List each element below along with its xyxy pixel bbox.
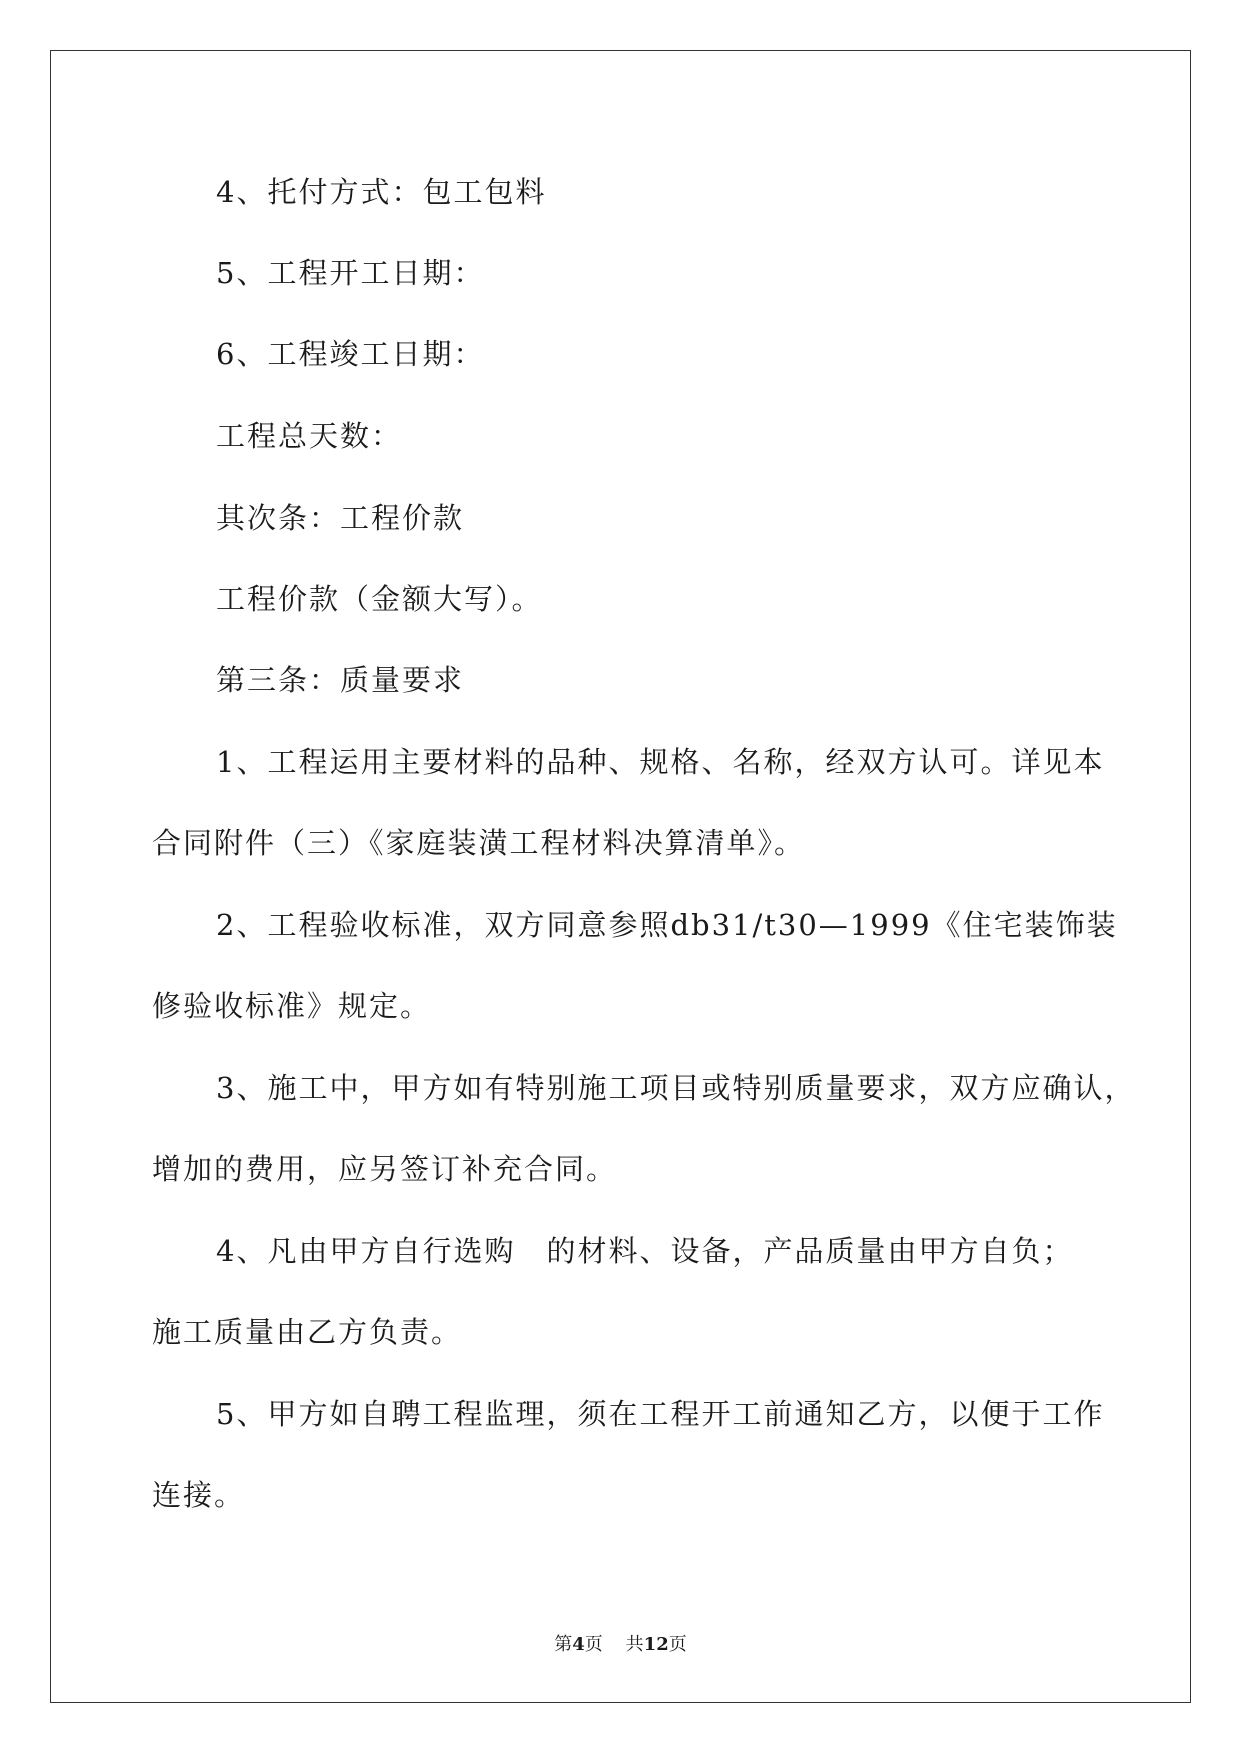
footer-total-pages: 12 [643, 1634, 669, 1655]
footer-page-unit: 页 [584, 1634, 603, 1655]
paragraph-item-3-line-2: 增加的费用，应另签订补充合同。 [152, 1152, 618, 1186]
paragraph-start-date: 5、工程开工日期： [216, 256, 485, 290]
paragraph-item-4-line-2: 施工质量由乙方负责。 [152, 1315, 463, 1349]
footer-total-unit: 页 [668, 1634, 687, 1655]
paragraph-project-price: 工程价款（金额大写）。 [216, 582, 543, 616]
paragraph-item-5-line-1: 5、甲方如自聘工程监理，须在工程开工前通知乙方，以便于工作 [216, 1397, 1105, 1431]
paragraph-item-1-line-2: 合同附件（三）《家庭装潢工程材料决算清单》。 [152, 826, 806, 860]
footer-page-number: 4 [572, 1634, 585, 1655]
paragraph-item-3-line-1: 3、施工中，甲方如有特别施工项目或特别质量要求，双方应确认， [216, 1071, 1136, 1105]
paragraph-completion-date: 6、工程竣工日期： [216, 337, 485, 371]
page-border [50, 50, 1191, 1703]
page-footer [0, 1636, 1241, 1654]
paragraph-item-1-line-1: 1、工程运用主要材料的品种、规格、名称，经双方认可。详见本 [216, 745, 1105, 779]
paragraph-total-days: 工程总天数： [216, 419, 403, 453]
paragraph-article-2-heading: 其次条：工程价款 [216, 501, 465, 535]
paragraph-item-4-line-1: 4、凡由甲方自行选购 的材料、设备，产品质量由甲方自负； [216, 1234, 1074, 1268]
footer-page-prefix: 第 [554, 1634, 573, 1655]
paragraph-item-2-line-2: 修验收标准》规定。 [152, 989, 432, 1023]
paragraph-article-3-heading: 第三条：质量要求 [216, 663, 465, 697]
paragraph-delivery-method: 4、托付方式：包工包料 [216, 175, 547, 209]
paragraph-item-2-line-1: 2、工程验收标准，双方同意参照db31/t30—1999《住宅装饰装 [216, 908, 1118, 942]
paragraph-item-5-line-2: 连接。 [152, 1478, 246, 1512]
footer-total-prefix: 共 [625, 1634, 644, 1655]
